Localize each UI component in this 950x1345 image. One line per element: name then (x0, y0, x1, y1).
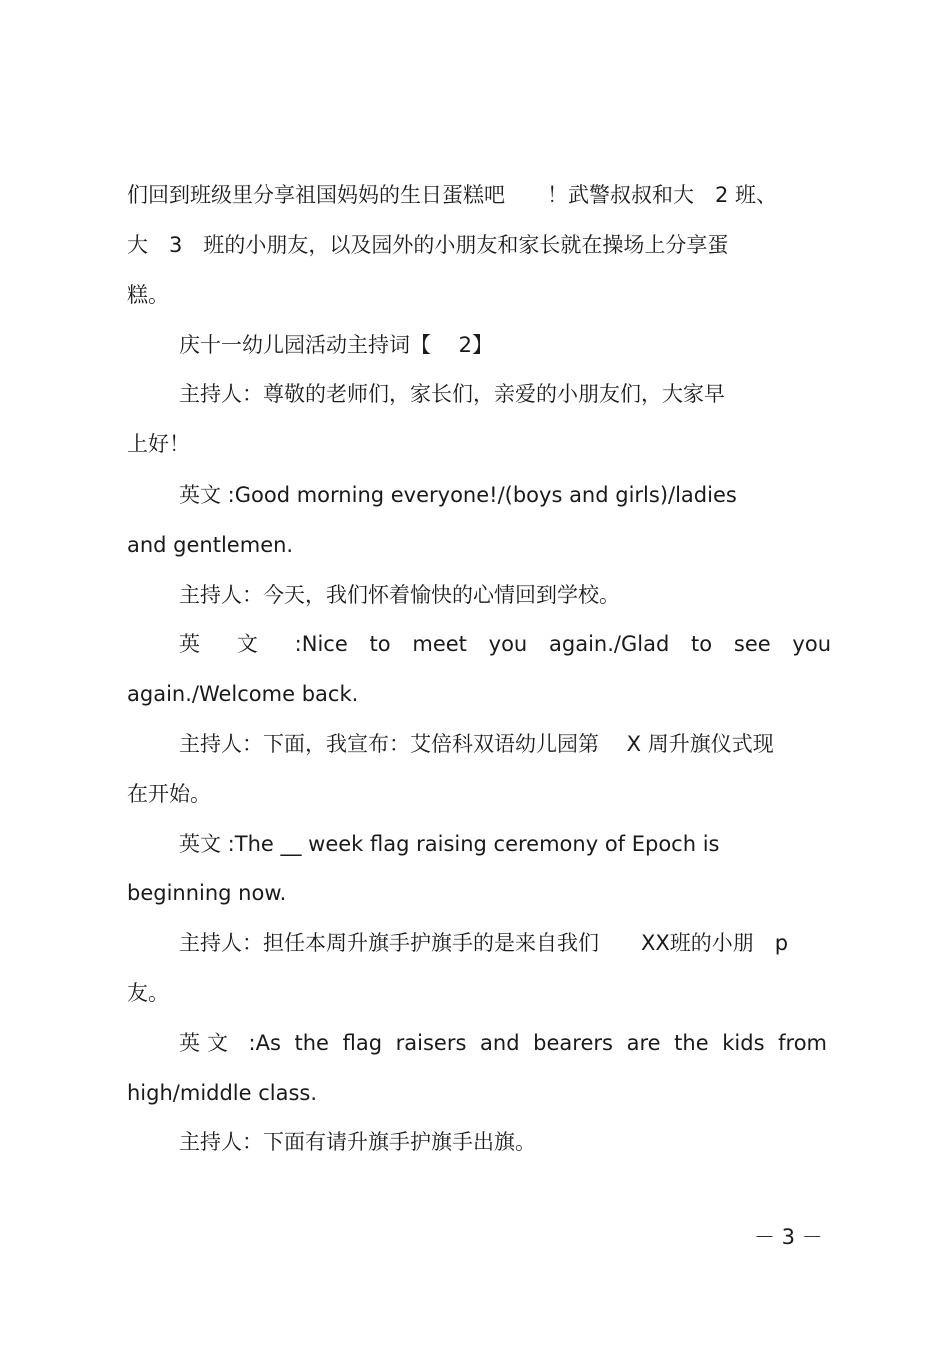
text-line: high/middle class. (127, 1081, 318, 1105)
text-line: 大 3 班的小朋友，以及园外的小朋友和家长就在操场上分享蛋 (127, 233, 729, 257)
text-line: 主持人：下面有请升旗手护旗手出旗。 (179, 1130, 536, 1154)
text-line: again./Welcome back. (127, 682, 359, 706)
text-line: 英文 :The __ week flag raising ceremony of Epoch is (179, 832, 720, 856)
text-line: 们回到班级里分享祖国妈妈的生日蛋糕吧 ！武警叔叔和大 2 班、 (127, 183, 778, 207)
text-line: 英 文 :Nice to meet you again./Glad to see you (179, 632, 831, 656)
text-line: 上好！ (127, 432, 190, 456)
text-line: 英文 :As the flag raisers and bearers are the kids from (179, 1031, 827, 1055)
text-line: 在开始。 (127, 782, 211, 806)
text-line: 主持人：担任本周升旗手护旗手的是来自我们 XX班的小朋 p (179, 931, 789, 955)
text-line: 英文 :Good morning everyone!/(boys and girls)/ladies (179, 483, 737, 507)
text-line: and gentlemen. (127, 533, 294, 557)
text-line: 主持人：下面，我宣布：艾倍科双语幼儿园第 X 周升旗仪式现 (179, 732, 774, 756)
text-line: 主持人：尊敬的老师们，家长们，亲爱的小朋友们，大家早 (179, 382, 725, 406)
text-line: beginning now. (127, 881, 287, 905)
text-line: 主持人：今天，我们怀着愉快的心情回到学校。 (179, 583, 620, 607)
page-number: － 3 － (754, 1225, 823, 1249)
text-line: 友。 (127, 981, 169, 1005)
section-heading: 庆十一幼儿园活动主持词【 2】 (179, 333, 494, 357)
text-line: 糕。 (127, 283, 169, 307)
